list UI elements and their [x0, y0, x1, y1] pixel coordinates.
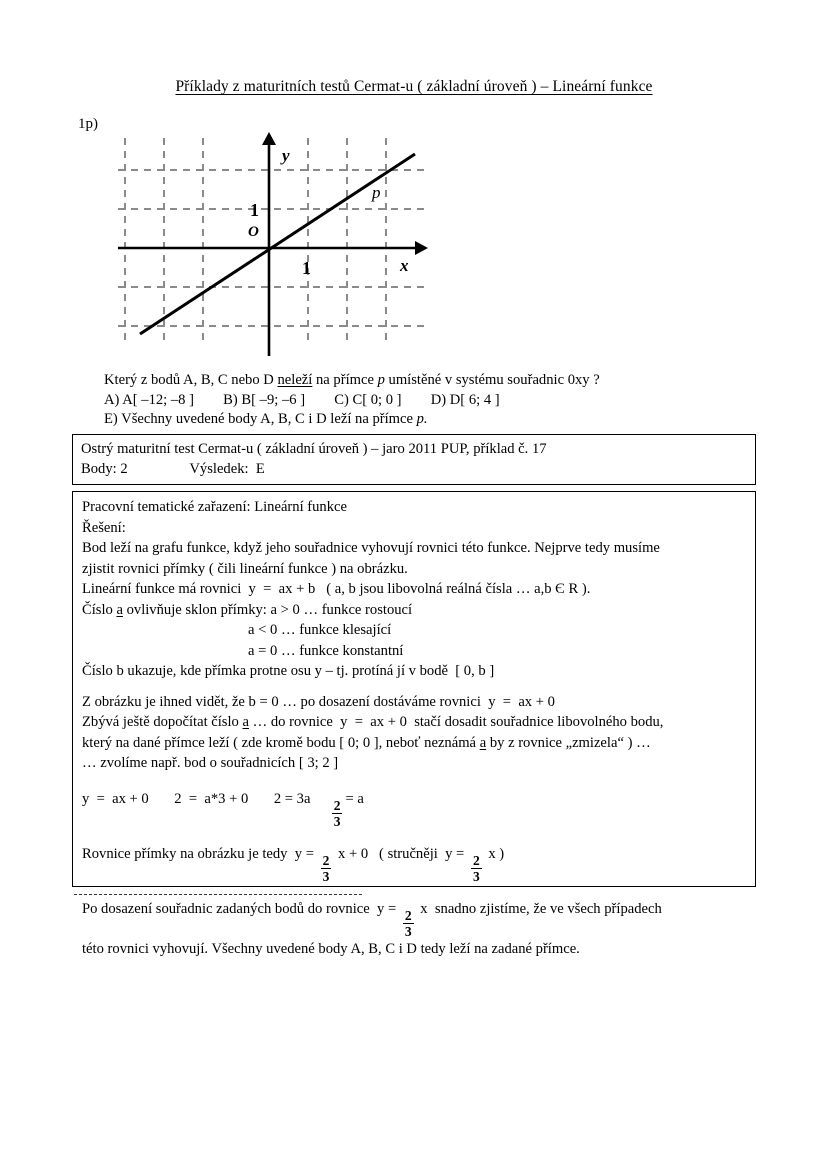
solution-line-6: a = 0 … funkce konstantní	[248, 642, 404, 659]
solution-line-10	[82, 733, 746, 754]
source-line: Ostrý maturitní test Cermat-u ( základní úroveň ) – jaro 2011 PUP, příklad č. 17	[81, 441, 547, 457]
calc-step-2: 2 = a*3 + 0	[174, 790, 249, 807]
source-info-box	[72, 434, 756, 485]
solution-line-4-underlined: a	[116, 601, 123, 618]
fraction-two-thirds-3	[471, 854, 482, 884]
solution-topic: Pracovní tematické zařazení: Lineární funkce	[82, 499, 347, 515]
solution-line-2: zjistit rovnici přímky ( čili lineární funkce ) na obrázku.	[82, 560, 408, 577]
fraction-denominator: 3	[472, 869, 480, 884]
answer-option-e[interactable]	[104, 410, 754, 430]
solution-line-4	[82, 600, 746, 621]
solution-line-3: Lineární funkce má rovnici y = ax + b ( a, b jsou libovolná reálná čísla … a,b Є R ).	[82, 581, 591, 597]
solution-heading: Řešení:	[82, 519, 126, 536]
origin-label: O	[248, 224, 259, 240]
solution-equation-line	[82, 839, 746, 884]
equation-mid: x + 0 ( stručněji y =	[334, 845, 468, 862]
final-prefix: Po dosazení souřadnic zadaných bodů do rovnice y =	[82, 900, 400, 917]
solution-spacer-3	[82, 829, 746, 839]
question-prompt	[104, 371, 754, 391]
solution-final-line-1	[82, 894, 746, 939]
solution-line-10-underlined: a	[479, 734, 487, 751]
calc-step-1: y = ax + 0	[82, 790, 149, 807]
y-axis	[262, 132, 276, 356]
answer-option-e-text: E) Všechny uvedené body A, B, C i D leží na přímce	[104, 411, 417, 427]
solution-line-4-suffix: ovlivňuje sklon přímky: a > 0 … funkce rostoucí	[122, 601, 413, 618]
fraction-numerator: 2	[333, 797, 341, 813]
solution-line-9	[82, 712, 746, 733]
y-tick-label-1: 1	[250, 200, 259, 220]
solution-line-9-underlined: a	[242, 714, 249, 730]
solution-line-9-suffix: … do rovnice y = ax + 0 stačí dosadit souřadnice libovolného bodu,	[248, 714, 664, 730]
solution-spacer-1	[82, 682, 746, 692]
solution-spacer-2	[82, 774, 746, 784]
calc-spacer-3	[310, 791, 328, 807]
question-prompt-underlined: neleží	[277, 372, 313, 388]
fraction-two-thirds-4	[403, 909, 414, 939]
fraction-numerator: 2	[322, 852, 330, 868]
question-prompt-part1: Který z bodů A, B, C nebo D	[104, 372, 278, 388]
solution-line-10-prefix: který na dané přímce leží ( zde kromě bodu [ 0; 0 ], neboť neznámá	[82, 734, 480, 751]
final-mid: x snadno zjistíme, že ve všech případech	[416, 900, 662, 917]
fraction-two-thirds-1	[332, 799, 343, 829]
grid-vertical-lines	[125, 138, 386, 346]
solution-line-9-prefix: Zbývá ještě dopočítat číslo	[82, 714, 243, 730]
answer-option-e-line-name: p.	[416, 411, 428, 427]
points-result-line: Body: 2 Výsledek: E	[81, 461, 265, 477]
x-tick-label-1: 1	[302, 258, 311, 278]
fraction-two-thirds-2	[321, 854, 332, 884]
answer-options-row[interactable]: A) A[ –12; –8 ] B) B[ –9; –6 ] C) C[ 0; 0 ] D) D[ 6; 4 ]	[104, 391, 500, 408]
solution-box	[72, 491, 756, 957]
y-axis-label: y	[282, 146, 290, 165]
solution-line-8: Z obrázku je ihned vidět, že b = 0 … po dosazení dostáváme rovnici y = ax + 0	[82, 693, 555, 710]
calc-spacer-1	[149, 791, 175, 807]
equation-prefix: Rovnice přímky na obrázku je tedy y =	[82, 845, 318, 862]
line-p-label: p	[372, 183, 381, 202]
fraction-numerator: 2	[472, 852, 480, 868]
question-block	[104, 371, 754, 430]
solution-line-11: … zvolíme např. bod o souřadnicích [ 3; 2 ]	[82, 755, 339, 771]
points-marker: 1p)	[78, 116, 98, 132]
line-p	[140, 154, 415, 334]
solution-line-10-suffix: by z rovnice „zmizela“ ) …	[486, 734, 651, 751]
solution-calculation-row	[82, 784, 746, 829]
solution-line-4-prefix: Číslo	[82, 601, 117, 618]
solution-final-line-2: této rovnici vyhovují. Všechny uvedené body A, B, C i D tedy leží na zadané přímce.	[82, 940, 580, 957]
calc-step-3: 2 = 3a	[273, 790, 311, 807]
calc-spacer-2	[248, 791, 274, 807]
linear-function-graph	[110, 128, 440, 356]
question-prompt-part2: na přímce	[312, 372, 378, 388]
dashed-separator	[74, 894, 362, 895]
fraction-numerator: 2	[404, 907, 412, 923]
calc-step-4: = a	[345, 790, 364, 807]
solution-spacer-4	[82, 884, 746, 894]
fraction-denominator: 3	[404, 924, 412, 939]
fraction-denominator: 3	[322, 869, 330, 884]
fraction-denominator: 3	[333, 814, 341, 829]
solution-line-1: Bod leží na grafu funkce, když jeho souřadnice vyhovují rovnici této funkce. Nejprve tedy musíme	[82, 540, 660, 556]
solution-line-5: a < 0 … funkce klesající	[248, 622, 392, 638]
page-title-text: Příklady z maturitních testů Cermat-u ( základní úroveň ) – Lineární funkce	[175, 78, 653, 95]
question-prompt-part3: umístěné v systému souřadnic 0xy ?	[384, 372, 600, 388]
question-prompt-line-name: p	[377, 372, 385, 388]
graph-svg	[110, 128, 440, 356]
equation-suffix: x )	[484, 845, 505, 862]
page-title	[0, 78, 828, 96]
x-axis-label: x	[400, 256, 409, 275]
solution-line-7: Číslo b ukazuje, kde přímka protne osu y – tj. protíná jí v bodě [ 0, b ]	[82, 663, 495, 679]
